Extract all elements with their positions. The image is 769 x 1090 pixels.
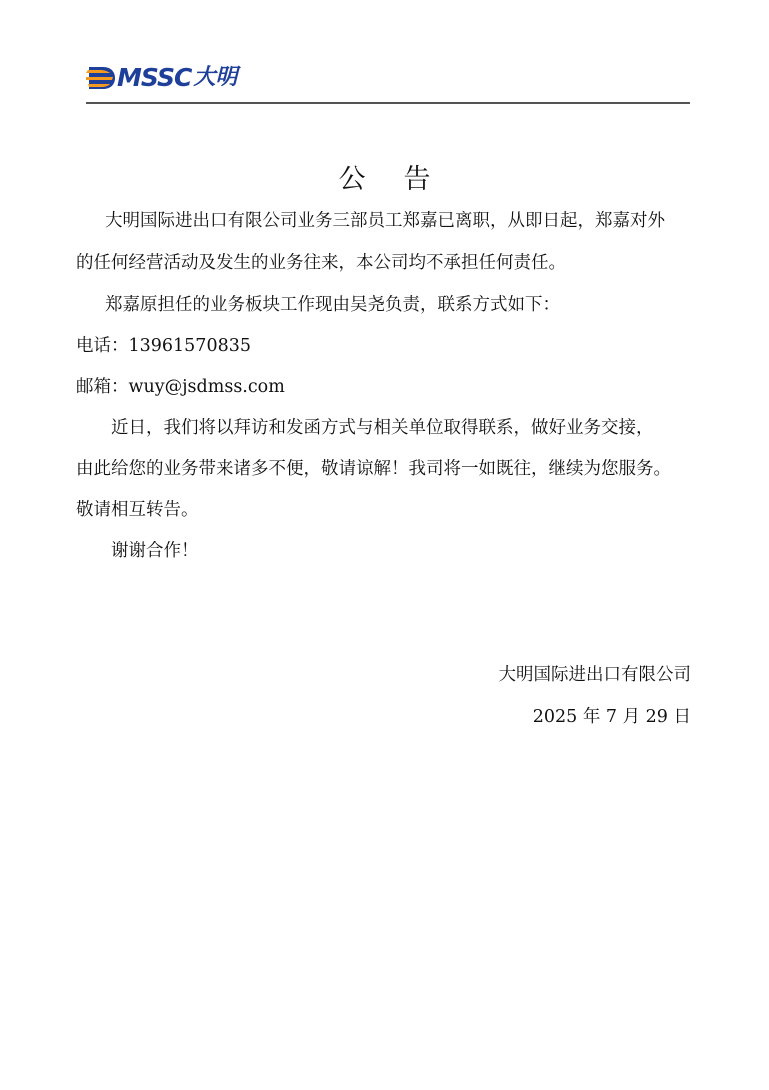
signature-company: 大明国际进出口有限公司 [498,665,691,685]
paragraph-3-line-1: 近日，我们将以拜访和发函方式与相关单位取得联系，做好业务交接， [111,418,654,438]
company-logo [86,60,237,96]
contact-email: 邮箱：wuy@jsdmss.com [76,377,285,397]
paragraph-1-line-1: 大明国际进出口有限公司业务三部员工郑嘉已离职，从即日起，郑嘉对外 [105,211,665,231]
notice-title: 公告 [338,164,469,195]
logo-mark-icon [86,64,116,92]
header-divider [86,102,690,104]
contact-phone: 电话：13961570835 [76,336,251,356]
paragraph-2-line-1: 郑嘉原担任的业务板块工作现由吴尧负责，联系方式如下： [105,295,560,315]
logo-latin-text: MSSC [117,63,192,92]
signature-date: 2025 年 7 月 29 日 [532,707,691,727]
paragraph-1-line-2: 的任何经营活动及发生的业务往来，本公司均不承担任何责任。 [76,253,566,273]
letterhead [86,60,690,104]
logo-chinese-text: 大明 [193,65,238,90]
thanks-line: 谢谢合作！ [111,541,199,561]
paragraph-3-line-2: 由此给您的业务带来诸多不便，敬请谅解！我司将一如既往，继续为您服务。 [76,459,671,479]
paragraph-3-line-3: 敬请相互转告。 [76,500,199,520]
